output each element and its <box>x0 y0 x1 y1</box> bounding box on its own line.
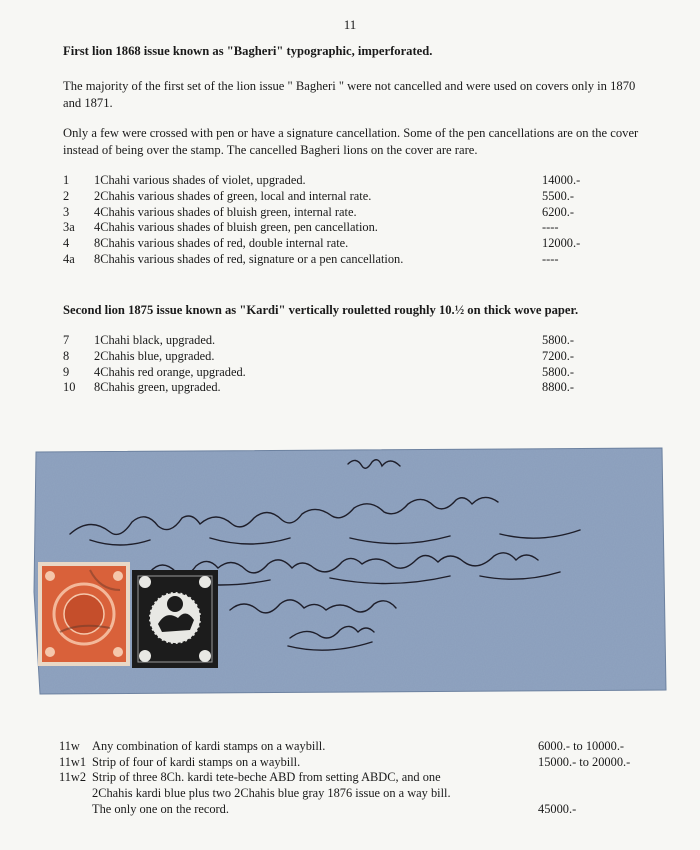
item-price: ---- <box>542 252 559 266</box>
cover-illustration <box>30 442 670 700</box>
item-number: 11w1 <box>59 755 87 769</box>
item-description: 8Chahis green, upgraded. <box>94 380 221 394</box>
item-price: ---- <box>542 220 559 234</box>
item-description: 1Chahi various shades of violet, upgraded. <box>94 173 306 187</box>
item-number: 3 <box>63 205 70 219</box>
item-price: 8800.- <box>542 380 575 394</box>
item-number: 2 <box>63 189 70 203</box>
item-description: 1Chahi black, upgraded. <box>94 333 216 347</box>
item-description: 4Chahis various shades of bluish green, pen cancellation. <box>94 220 378 234</box>
cover-photograph <box>30 442 670 700</box>
item-price: 12000.- <box>542 236 581 250</box>
item-price: 6000.- to 10000.- <box>538 739 625 753</box>
item-price: 45000.- <box>538 802 577 816</box>
item-number: 10 <box>63 380 76 394</box>
item-description: 8Chahis various shades of red, signature or a pen cancellation. <box>94 252 404 266</box>
item-description: 4Chahis various shades of bluish green, internal rate. <box>94 205 357 219</box>
item-description: The only one on the record. <box>92 802 229 816</box>
section1-paragraph-2: Only a few were crossed with pen or have a signature cancellation. Some of the pen cancellations are on the cover instead of being over the stamp. The cancelled Bagheri lions on the cover are rare. <box>63 126 639 157</box>
section1-heading: First lion 1868 issue known as "Bagheri" typographic, imperforated. <box>63 44 433 58</box>
item-number: 4a <box>63 252 75 266</box>
item-description: Any combination of kardi stamps on a waybill. <box>92 739 326 753</box>
item-number: 8 <box>63 349 70 363</box>
item-description: 8Chahis various shades of red, double internal rate. <box>94 236 349 250</box>
item-description: 2Chahis kardi blue plus two 2Chahis blue gray 1876 issue on a way bill. <box>92 786 451 800</box>
item-number: 4 <box>63 236 70 250</box>
item-description: 2Chahis blue, upgraded. <box>94 349 215 363</box>
red-lion-stamp <box>38 562 130 666</box>
section2-heading: Second lion 1875 issue known as "Kardi" vertically rouletted roughly 10.½ on thick wove paper. <box>63 303 579 317</box>
section1-paragraph-1: The majority of the first set of the lion issue " Bagheri " were not cancelled and were used on covers only in 1870 and 1871. <box>63 79 636 110</box>
item-price: 6200.- <box>542 205 575 219</box>
item-number: 1 <box>63 173 70 187</box>
item-description: Strip of four of kardi stamps on a waybill. <box>92 755 301 769</box>
item-number: 3a <box>63 220 75 234</box>
item-number: 9 <box>63 365 70 379</box>
item-price: 14000.- <box>542 173 581 187</box>
item-price: 5500.- <box>542 189 575 203</box>
page-number: 11 <box>343 17 357 32</box>
item-description: 4Chahis red orange, upgraded. <box>94 365 246 379</box>
item-number: 7 <box>63 333 70 347</box>
item-description: Strip of three 8Ch. kardi tete-beche ABD from setting ABDC, and one <box>92 770 441 784</box>
black-lion-stamp <box>132 570 218 668</box>
item-price: 5800.- <box>542 365 575 379</box>
item-price: 7200.- <box>542 349 575 363</box>
item-number: 11w <box>59 739 80 753</box>
item-description: 2Chahis various shades of green, local and internal rate. <box>94 189 372 203</box>
item-price: 5800.- <box>542 333 575 347</box>
item-number: 11w2 <box>59 770 87 784</box>
item-price: 15000.- to 20000.- <box>538 755 631 769</box>
